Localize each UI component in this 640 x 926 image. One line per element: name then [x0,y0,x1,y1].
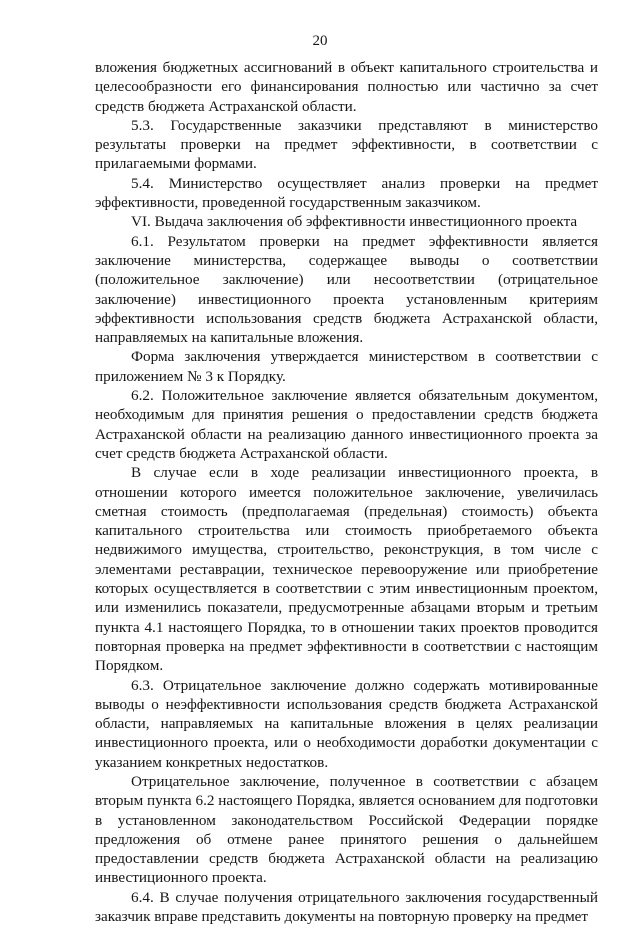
section-heading-vi: VI. Выдача заключения об эффективности инвестиционного проекта [131,213,578,231]
paragraph-form: Форма заключения утверждается министерством в соответствии с приложением № 3 к Порядку. [95,348,598,385]
paragraph-6-2: 6.2. Положительное заключение является обязательным документом, необходимым для принятия решения о предоставлении средств бюджета Астраханской области на реализацию данного инвестиционного проекта за счет средств бюджета Астраханской области. [95,387,598,462]
paragraph-6-1: 6.1. Результатом проверки на предмет эффективности является заключение министерства, содержащее выводы о соответствии (положительное заключение) или несоответствии (отрицательное заключение) инвестиционного проекта установленным критериям эффективности использования средств бюджета Астраханской области, направляемых на капитальные вложения. [95,232,598,347]
paragraph-repeat-check: В случае если в ходе реализации инвестиционного проекта, в отношении которого имеется положительное заключение, увеличилась сметная стоимость (предполагаемая (предельная) стоимость) объекта капитального строительства или стоимость приобретаемого объекта недвижимого имущества, строительство, реконструкция, в том числе с элементами реставрации, техническое перевооружение или приобретение которых осуществляется в соответствии с этим инвестиционным проектом, или изменились показатели, предусмотренные абзацами вторым и третьим пункта 4.1 настоящего Порядка, то в отношении таких проектов проводится повторная проверка на предмет эффективности в соответствии с настоящим Порядком. [95,464,598,675]
paragraph-5-3: 5.3. Государственные заказчики представляют в министерство результаты проверки на предмет эффективности, в соответствии с прилагаемыми формами. [95,116,598,173]
paragraph-continuation: вложения бюджетных ассигнований в объект капитального строительства и целесообразности его финансирования полностью или частично за счет средств бюджета Астраханской области. [95,59,598,115]
paragraph-5-4: 5.4. Министерство осуществляет анализ проверки на предмет эффективности, проведенной государственным заказчиком. [95,174,598,212]
paragraph-6-4: 6.4. В случае получения отрицательного заключения государственный заказчик вправе представить документы на повторную проверку на предмет [95,888,598,926]
paragraph-6-3: 6.3. Отрицательное заключение должно содержать мотивированные выводы о неэффективности использования средств бюджета Астраханской области, направляемых на капитальные вложения в целях реализации инвестиционного проекта, или о необходимости доработки документации с указанием конкретных недостатков. [95,676,598,771]
document-body [95,58,598,926]
paragraph-negative-basis: Отрицательное заключение, полученное в соответствии с абзацем вторым пункта 6.2 настоящего Порядка, является основанием для подготовки в установленном законодательством Российской Федерации порядке предложения об отмене ранее принятого решения о дальнейшем предоставлении средств бюджета Астраханской области на реализацию инвестиционного проекта. [95,772,598,887]
page-number: 20 [312,33,328,49]
